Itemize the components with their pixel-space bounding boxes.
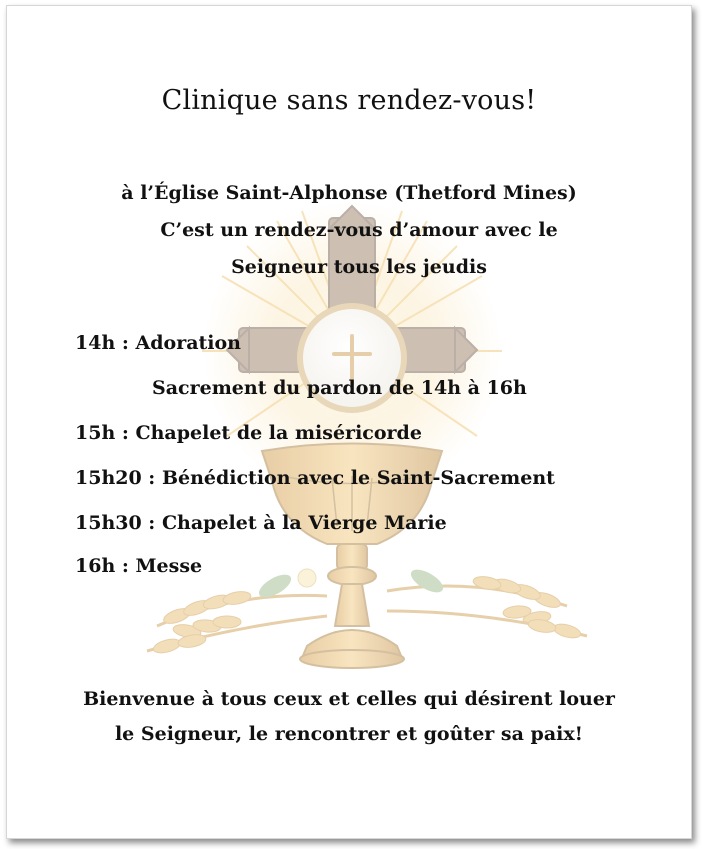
schedule-item-benediction: 15h20 : Bénédiction avec le Saint-Sacrement xyxy=(75,467,555,489)
schedule-item-pardon: Sacrement du pardon de 14h à 16h xyxy=(152,377,527,399)
intro-line-2: Seigneur tous les jeudis xyxy=(231,256,487,278)
flower xyxy=(298,569,316,587)
flyer-page xyxy=(6,5,692,839)
page-title: Clinique sans rendez-vous! xyxy=(161,85,537,116)
location-line: à l’Église Saint-Alphonse (Thetford Mines) xyxy=(121,182,577,204)
wheat-left xyxy=(147,590,327,656)
closing-line-1: Bienvenue à tous ceux et celles qui désirent louer xyxy=(83,688,615,710)
schedule-item-adoration: 14h : Adoration xyxy=(75,332,241,354)
wheat-right xyxy=(387,575,587,641)
schedule-item-messe: 16h : Messe xyxy=(75,555,203,577)
schedule-item-chapelet-misericorde: 15h : Chapelet de la miséricorde xyxy=(75,422,422,444)
intro-line-1: C’est un rendez-vous d’amour avec le xyxy=(160,219,558,241)
schedule-item-chapelet-vierge: 15h30 : Chapelet à la Vierge Marie xyxy=(75,512,447,534)
closing-line-2: le Seigneur, le rencontrer et goûter sa paix! xyxy=(114,723,584,745)
